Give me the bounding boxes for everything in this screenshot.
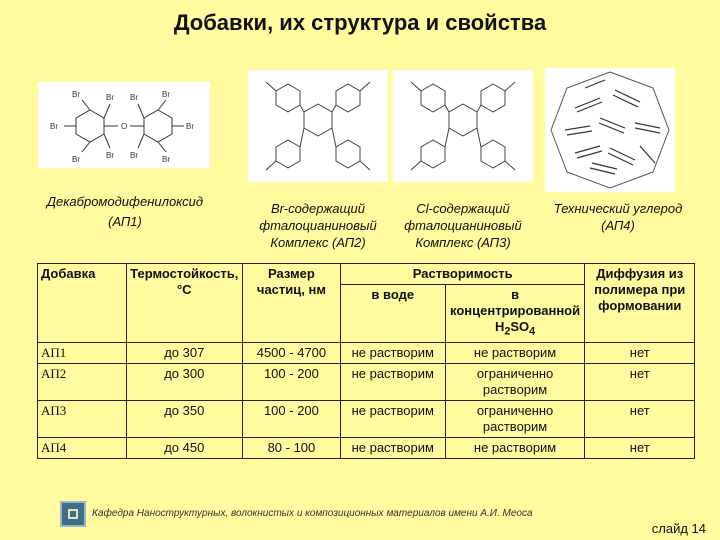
carbon-black-structure: [545, 68, 675, 192]
row-acid: ограниченно растворим: [445, 400, 585, 437]
row-diffusion: нет: [585, 363, 695, 400]
row-water: не растворим: [340, 342, 445, 363]
header-additive: Добавка: [38, 264, 127, 343]
table-row: [38, 437, 695, 458]
row-water: не растворим: [340, 363, 445, 400]
table-header-row: [38, 264, 695, 285]
svg-text:Br: Br: [106, 93, 114, 102]
row-diffusion: нет: [585, 400, 695, 437]
svg-text:Br: Br: [186, 122, 194, 131]
row-diffusion: нет: [585, 437, 695, 458]
svg-text:Br: Br: [106, 151, 114, 160]
molecule-drawing: [393, 70, 533, 182]
row-size: 100 - 200: [243, 363, 341, 400]
header-water: в воде: [340, 285, 445, 343]
svg-text:Br: Br: [130, 151, 138, 160]
row-additive: АП1: [38, 342, 127, 363]
slide-title: Добавки, их структура и свойства: [173, 10, 547, 35]
header-solubility: Растворимость: [340, 264, 585, 285]
svg-text:Br: Br: [162, 90, 170, 99]
table-row: [38, 363, 695, 400]
row-acid: не растворим: [445, 342, 585, 363]
row-acid: не растворим: [445, 437, 585, 458]
caption-ap2: Br-содержащий фталоцианиновый Комплекс (АП2): [259, 201, 377, 250]
row-water: не растворим: [340, 400, 445, 437]
header-diffusion: Диффузия из полимера при формовании: [585, 264, 695, 343]
row-acid: ограниченно растворим: [445, 363, 585, 400]
row-additive: АП2: [38, 363, 127, 400]
molecule-drawing: [248, 70, 388, 182]
br-phthalocyanine-structure: [248, 70, 388, 182]
svg-text:O: O: [121, 122, 128, 131]
table-row: [38, 342, 695, 363]
caption-ap3: Cl-содержащий фталоцианиновый Комплекс (АП3): [404, 201, 522, 250]
svg-text:Br: Br: [72, 90, 80, 99]
row-additive: АП3: [38, 400, 127, 437]
row-thermal: до 307: [126, 342, 242, 363]
header-thermal: Термостойкость, °С: [126, 264, 242, 343]
row-size: 100 - 200: [243, 400, 341, 437]
table-row: [38, 400, 695, 437]
row-additive: АП4: [38, 437, 127, 458]
decabromodiphenyl-oxide-structure: [38, 82, 210, 168]
header-acid: в концентрированной $H_2SO_4$: [445, 285, 585, 343]
carbon-black-drawing: [545, 68, 675, 192]
footer-department: Кафедра Наноструктурных, волокнистых и композиционных материалов имени А.И. Меоса: [92, 508, 533, 519]
svg-text:Br: Br: [50, 122, 58, 131]
row-diffusion: нет: [585, 342, 695, 363]
molecule-drawing: [38, 82, 210, 168]
row-thermal: до 450: [126, 437, 242, 458]
slide-number: слайд 14: [651, 521, 706, 536]
row-thermal: до 350: [126, 400, 242, 437]
svg-text:Br: Br: [130, 93, 138, 102]
row-thermal: до 300: [126, 363, 242, 400]
caption-ap1: Декабромодифенилоксид (АП1): [46, 194, 204, 229]
row-size: 4500 - 4700: [243, 342, 341, 363]
header-size: Размер частиц, нм: [243, 264, 341, 343]
svg-text:Br: Br: [72, 155, 80, 164]
row-size: 80 - 100: [243, 437, 341, 458]
properties-table: [37, 263, 695, 459]
department-logo-icon: [60, 501, 86, 527]
cl-phthalocyanine-structure: [393, 70, 533, 182]
caption-ap4: Технический углерод (АП4): [553, 201, 683, 233]
svg-text:Br: Br: [162, 155, 170, 164]
row-water: не растворим: [340, 437, 445, 458]
